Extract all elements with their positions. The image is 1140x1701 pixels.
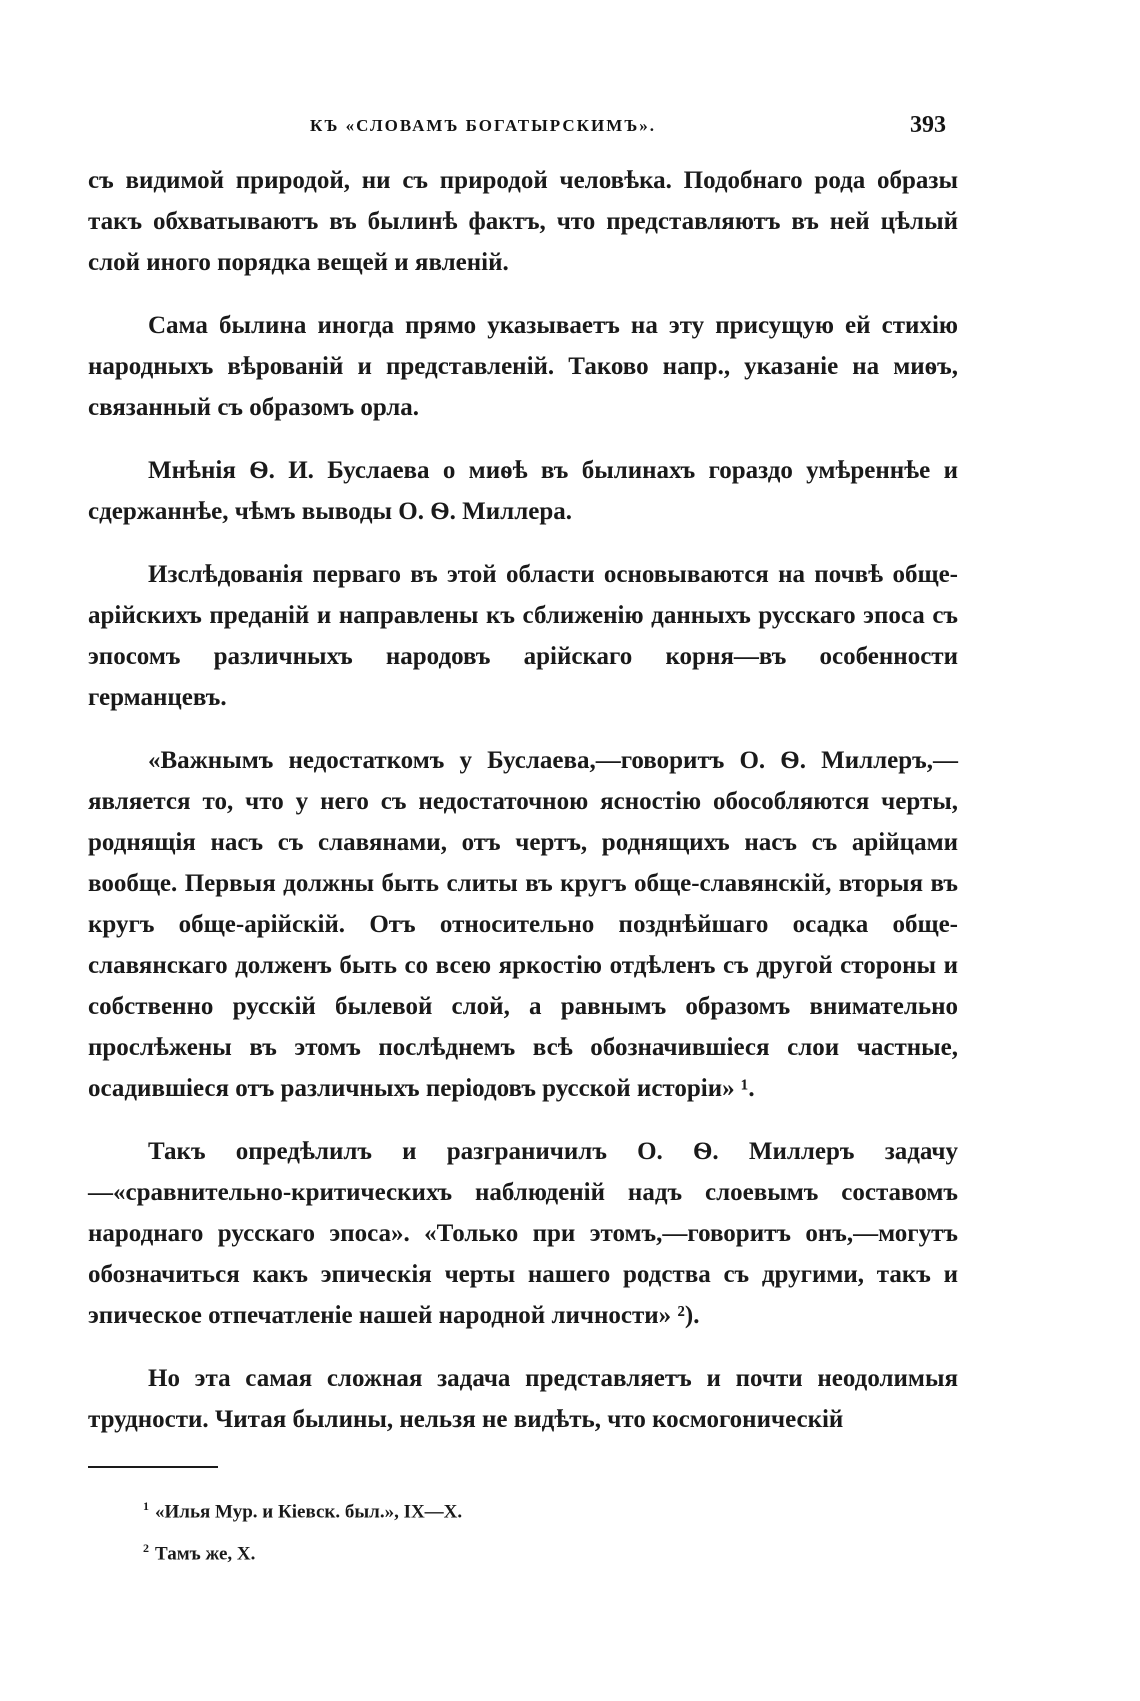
paragraph-4: Изслѣдованія перваго въ этой области основываются на почвѣ обще-арійскихъ преданій и направлены къ сближенію данныхъ русскаго эпоса съ эпосомъ различныхъ народовъ арійскаго корня—въ особенности германцевъ.: [88, 561, 958, 711]
paragraph-1: съ видимой природой, ни съ природой человѣка. Подобнаго рода образы такъ обхватываютъ въ былинѣ фактъ, что представляютъ въ ней цѣлый слой иного порядка вещей и явленій.: [88, 167, 958, 276]
body-text: [88, 160, 958, 1462]
footnote-mark: 2: [143, 1541, 149, 1556]
footnote-text: Тамъ же, X.: [155, 1543, 256, 1565]
footnote-mark: 1: [143, 1499, 149, 1513]
paragraph-3: Мнѣнія Ѳ. И. Буслаева о миѳѣ въ былинахъ гораздо умѣреннѣе и сдержаннѣе, чѣмъ выводы О. Ѳ. Миллера.: [88, 457, 958, 525]
footnote-divider: [88, 1466, 218, 1468]
paragraph-5-quote: «Важнымъ недостаткомъ у Буслаева,—говоритъ О. Ѳ. Миллеръ,— является то, что у него съ недостаточною ясностію обособляются черты, роднящія насъ съ славянами, отъ чертъ, роднящихъ насъ съ арійцами вообще. Первыя должны быть слиты въ кругъ обще-славянскій, вторыя въ кругъ обще-арійскій. Отъ относительно позднѣйшаго осадка обще-славянскаго долженъ быть со всею яркостію отдѣленъ съ другой стороны и собственно русскій былевой слой, а равнымъ образомъ внимательно прослѣжены въ этомъ послѣднемъ всѣ обозначившіеся слои частные, осадившіеся отъ различныхъ періодовъ русской исторіи» ¹.: [88, 747, 958, 1102]
footnote-1: [143, 1488, 843, 1530]
page-number: 393: [910, 112, 946, 138]
paragraph-7: Но эта самая сложная задача представляетъ и почти неодолимыя трудности. Читая былины, нельзя не видѣть, что космогоническій: [88, 1365, 958, 1433]
paragraph-6: Такъ опредѣлилъ и разграничилъ О. Ѳ. Миллеръ задачу—«сравнительно-критическихъ наблюденій надъ слоевымъ составомъ народнаго русскаго эпоса». «Только при этомъ,—говоритъ онъ,—могутъ обозначиться какъ эпическія черты нашего родства съ другими, такъ и эпическое отпечатленіе нашей народной личности» ²).: [88, 1138, 958, 1329]
footnotes: [143, 1488, 843, 1573]
footnote-text: «Илья Мур. и Кіевск. был.», IX—X.: [155, 1501, 463, 1523]
running-title: КЪ «СЛОВАМЪ БОГАТЫРСКИМЪ».: [310, 116, 657, 135]
footnote-2: [143, 1530, 843, 1572]
paragraph-2: Сама былина иногда прямо указываетъ на эту присущую ей стихію народныхъ вѣрованій и представленій. Таково напр., указаніе на миѳъ, связанный съ образомъ орла.: [88, 312, 958, 421]
